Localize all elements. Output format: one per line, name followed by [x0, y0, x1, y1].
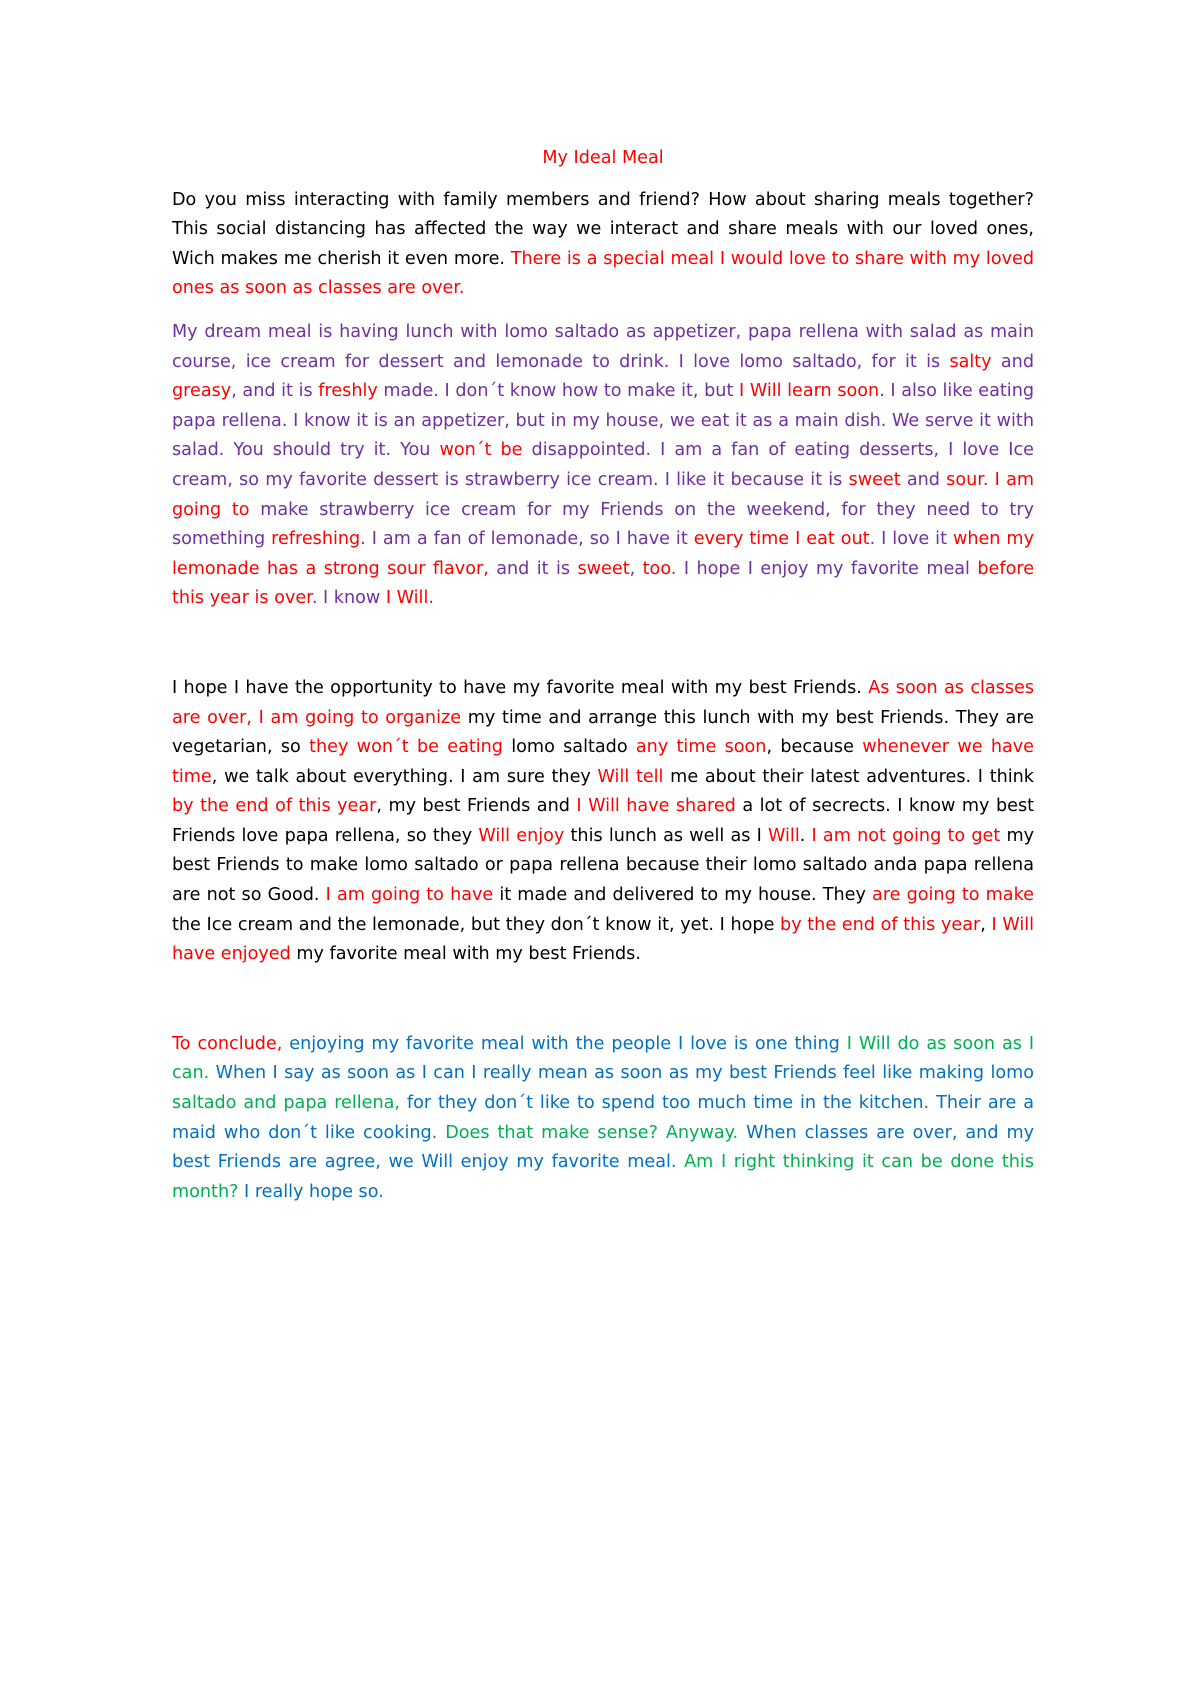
text-run: by the end of this year: [172, 796, 377, 817]
text-run: any time soon: [635, 737, 767, 758]
text-run: .: [982, 469, 995, 490]
text-run: this lunch as well as I: [564, 825, 769, 846]
text-run: freshly: [318, 381, 378, 402]
text-run: I Will learn soon: [739, 381, 880, 402]
text-run: sweet: [848, 469, 901, 490]
text-run: I am not going to get: [811, 825, 1001, 846]
text-run: Do you miss interacting with family members and friend? How about sharing meals together? This social distancing has affected the way we interact and share meals with our loved ones, Wich makes me cherish it even more.: [172, 189, 1034, 269]
text-run: sour: [946, 469, 983, 490]
document-page: [172, 144, 1034, 1207]
text-run: . I also like eating papa rellena. I know it is an appetizer, but in my house, we eat it as a main dish. We serve it with salad. You should try it. You: [172, 381, 1035, 461]
text-run: lomo saltado: [502, 737, 636, 758]
text-run: too: [642, 558, 671, 579]
text-run: When I say as soon as I can I really mean as soon as my best Friends feel like making lomo: [209, 1063, 1034, 1084]
text-run: and: [991, 351, 1035, 372]
text-run: are going to make: [872, 885, 1034, 906]
text-run: enjoying my favorite meal with the people I love is one thing: [282, 1033, 847, 1054]
text-run: I Will do as soon as I can.: [172, 1033, 1035, 1084]
text-run: Will tell: [597, 766, 664, 787]
text-run: . I am a fan of lemonade, so I have it: [360, 529, 694, 550]
text-run: I really hope so.: [238, 1181, 384, 1202]
text-run: . I love it: [869, 529, 953, 550]
text-run: saltado and papa rellena,: [172, 1093, 400, 1114]
text-run: when my lemonade has a strong sour flavor,: [172, 529, 1034, 579]
text-run: make strawberry ice cream for my Friends on the weekend, for they need to try something: [172, 499, 1034, 550]
text-run: won´t be: [439, 440, 523, 461]
text-run: before this year is over: [172, 558, 1035, 609]
text-run: made. I don´t know how to make it, but: [377, 381, 739, 402]
text-run: refreshing: [271, 529, 361, 550]
paragraph-intro: [172, 186, 1034, 304]
text-run: for they don´t like to spend too much time in the kitchen. Their are a maid who don´t like cooking.: [172, 1093, 1034, 1143]
text-run: me about their latest adventures. I think: [663, 766, 1034, 787]
paragraph-dream-meal: [172, 318, 1034, 614]
text-run: the Ice cream and the lemonade, but they don´t know it, yet. I hope: [172, 914, 781, 935]
text-run: every time I eat out: [693, 529, 870, 550]
text-run: I Will have enjoyed: [172, 914, 1034, 965]
text-run: Does that make sense? Anyway.: [445, 1122, 739, 1143]
text-run: . I know: [311, 588, 386, 609]
text-run: I am going to have: [325, 885, 494, 906]
text-run: and: [900, 469, 947, 490]
text-run: When classes are over, and my best Friends are agree, we Will enjoy my favorite meal.: [172, 1122, 1035, 1173]
paragraph-best-friends: [172, 674, 1034, 970]
text-run: by the end of this year: [780, 914, 981, 935]
text-run: .: [799, 825, 812, 846]
text-run: I Will: [385, 588, 429, 609]
text-run: sweet: [577, 558, 630, 579]
text-run: , we talk about everything. I am sure they: [211, 766, 598, 787]
text-run: and it is: [488, 558, 578, 579]
text-run: , because: [766, 737, 863, 758]
text-run: my best Friends to make lomo saltado or papa rellena because their lomo saltado anda papa rellena are not so Good.: [172, 825, 1035, 906]
text-run: Will: [768, 825, 800, 846]
text-run: To conclude,: [172, 1033, 283, 1054]
text-run: my time and arrange this lunch with my best Friends. They are vegetarian, so: [172, 707, 1034, 758]
text-run: I am going to: [172, 469, 1034, 520]
text-run: Will enjoy: [478, 825, 565, 846]
document-title: My Ideal Meal: [542, 148, 664, 168]
text-run: ,: [629, 558, 643, 579]
text-run: ,: [980, 914, 992, 935]
text-run: my favorite meal with my best Friends.: [290, 944, 641, 965]
text-run: salty: [949, 351, 992, 372]
text-run: .: [428, 588, 434, 609]
text-run: I hope I have the opportunity to have my favorite meal with my best Friends.: [172, 677, 869, 698]
text-run: it made and delivered to my house. They: [493, 885, 873, 906]
text-run: disappointed. I am a fan of eating desserts, I love Ice cream, so my favorite dessert is strawberry ice cream. I like it because it is: [172, 440, 1034, 490]
text-run: As soon as classes are over, I am going to organize: [172, 677, 1034, 728]
text-run: . I hope I enjoy my favorite meal: [670, 558, 978, 579]
text-run: greasy: [172, 381, 232, 402]
text-run: , my best Friends and: [376, 796, 577, 817]
text-run: My dream meal is having lunch with lomo saltado as appetizer, papa rellena with salad as main course, ice cream for dessert and lemonade to drink. I love lomo saltado, for it is: [172, 321, 1034, 372]
paragraph-conclusion: [172, 1030, 1034, 1208]
text-run: whenever we have time: [172, 737, 1035, 787]
text-run: There is a special meal I would love to share with my loved ones as soon as classes are over.: [172, 248, 1034, 299]
text-run: I Will have shared: [576, 796, 736, 817]
text-run: , and it is: [231, 381, 319, 402]
text-run: a lot of secrects. I know my best Friends love papa rellena, so they: [172, 796, 1035, 846]
text-run: Am I right thinking it can be done this month?: [172, 1152, 1034, 1202]
text-run: they won´t be eating: [309, 737, 503, 758]
